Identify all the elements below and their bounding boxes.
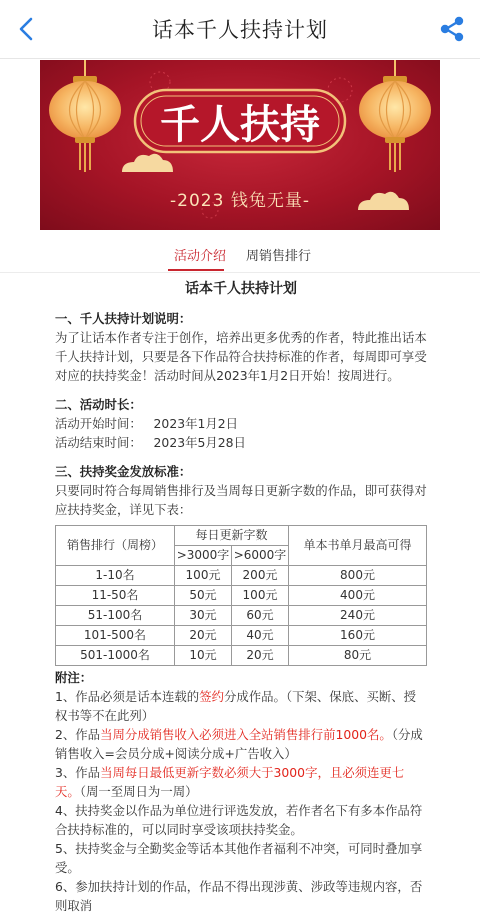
table-row bbox=[56, 626, 427, 646]
table-cell-rank: 11-50名 bbox=[56, 586, 175, 606]
note-3-highlight: 当周每日最低更新字数必须大于3000字，且必须连更七天。 bbox=[55, 765, 405, 799]
note-5: 5、扶持奖金与全勤奖金等话本其他作者福利不冲突，可同时叠加享受。 bbox=[55, 841, 423, 875]
tab-activity-intro[interactable]: 活动介绍 bbox=[174, 249, 227, 264]
section-1-title: 一、千人扶持计划说明： bbox=[55, 311, 192, 326]
note-4: 4、扶持奖金以作品为单位进行评选发放，若作者名下有多本作品符合扶持标准的，可以同时享受该项扶持奖金。 bbox=[55, 803, 423, 837]
table-cell-3000: 100元 bbox=[175, 566, 232, 586]
active-tab-indicator bbox=[168, 269, 224, 271]
table-cell-rank: 501-1000名 bbox=[56, 646, 175, 666]
table-cell-6000: 40元 bbox=[232, 626, 289, 646]
table-row bbox=[56, 646, 427, 666]
table-cell-6000: 200元 bbox=[232, 566, 289, 586]
note-2-text-tail: （分成销售收入=会员分成+阅读分成+广告收入） bbox=[55, 727, 423, 761]
article-content bbox=[55, 280, 427, 915]
table-header-3000: >3000字 bbox=[175, 546, 232, 566]
table-cell-6000: 20元 bbox=[232, 646, 289, 666]
section-3-title: 三、扶持奖金发放标准： bbox=[55, 464, 192, 479]
note-2-text: 2、作品 bbox=[55, 727, 101, 742]
table-cell-max: 240元 bbox=[289, 606, 427, 626]
note-1 bbox=[55, 687, 427, 725]
table-cell-3000: 30元 bbox=[175, 606, 232, 626]
table-header-max: 单本书单月最高可得 bbox=[289, 526, 427, 566]
table-cell-rank: 101-500名 bbox=[56, 626, 175, 646]
banner-artwork bbox=[40, 60, 440, 230]
banner-headline: 千人扶持 bbox=[160, 102, 320, 148]
note-6: 6、参加扶持计划的作品，作品不得出现涉黄、涉政等违规内容，否则取消 bbox=[55, 879, 423, 913]
top-bar bbox=[0, 0, 480, 59]
table-cell-3000: 10元 bbox=[175, 646, 232, 666]
table-header-6000: >6000字 bbox=[232, 546, 289, 566]
activity-end-time: 活动结束时间： 2023年5月28日 bbox=[55, 435, 246, 450]
section-1-body: 为了让话本作者专注于创作，培养出更多优秀的作者，特此推出话本千人扶持计划，只要是各下作品符合扶持标准的作者，每周即可享受对应的扶持奖金！活动时间从2023年1月2日开始！按周进行。 bbox=[55, 330, 427, 383]
table-cell-3000: 50元 bbox=[175, 586, 232, 606]
table-cell-6000: 100元 bbox=[232, 586, 289, 606]
note-2 bbox=[55, 725, 427, 763]
article-title: 话本千人扶持计划 bbox=[185, 281, 297, 297]
table-row bbox=[56, 566, 427, 586]
table-header-daily: 每日更新字数 bbox=[175, 526, 289, 546]
notes-title: 附注： bbox=[55, 670, 93, 685]
table-cell-max: 800元 bbox=[289, 566, 427, 586]
table-row bbox=[56, 586, 427, 606]
section-2-title: 二、活动时长： bbox=[55, 397, 142, 412]
table-cell-max: 80元 bbox=[289, 646, 427, 666]
note-1-text-tail: 分成作品。（下架、保底、买断、授权书等不在此列） bbox=[55, 689, 417, 723]
table-cell-6000: 60元 bbox=[232, 606, 289, 626]
note-1-text: 1、作品必须是话本连载的 bbox=[55, 689, 200, 704]
note-3-text: 3、作品 bbox=[55, 765, 101, 780]
table-cell-rank: 51-100名 bbox=[56, 606, 175, 626]
note-3-text-tail: （周一至周日为一周） bbox=[79, 784, 198, 799]
promo-banner bbox=[40, 60, 440, 230]
section-3-body: 只要同时符合每周销售排行及当周每日更新字数的作品，即可获得对应扶持奖金，详见下表： bbox=[55, 483, 427, 517]
note-2-highlight: 当周分成销售收入必须进入全站销售排行前1000名。 bbox=[100, 727, 392, 742]
left-lantern-icon bbox=[49, 60, 121, 172]
tab-bar bbox=[0, 236, 480, 273]
page-title: 话本千人扶持计划 bbox=[152, 18, 328, 42]
table-cell-max: 160元 bbox=[289, 626, 427, 646]
table-cell-rank: 1-10名 bbox=[56, 566, 175, 586]
award-table bbox=[55, 525, 427, 666]
table-cell-3000: 20元 bbox=[175, 626, 232, 646]
note-3 bbox=[55, 763, 427, 801]
table-row bbox=[56, 606, 427, 626]
table-header-rank: 销售排行（周榜） bbox=[56, 526, 175, 566]
banner-subline: -2023 钱兔无量- bbox=[170, 191, 310, 211]
table-cell-max: 400元 bbox=[289, 586, 427, 606]
note-1-highlight: 签约 bbox=[199, 689, 224, 704]
tab-weekly-sales-ranking[interactable]: 周销售排行 bbox=[246, 249, 312, 264]
share-icon[interactable] bbox=[438, 15, 466, 43]
right-lantern-icon bbox=[359, 60, 431, 172]
activity-start-time: 活动开始时间： 2023年1月2日 bbox=[55, 416, 239, 431]
